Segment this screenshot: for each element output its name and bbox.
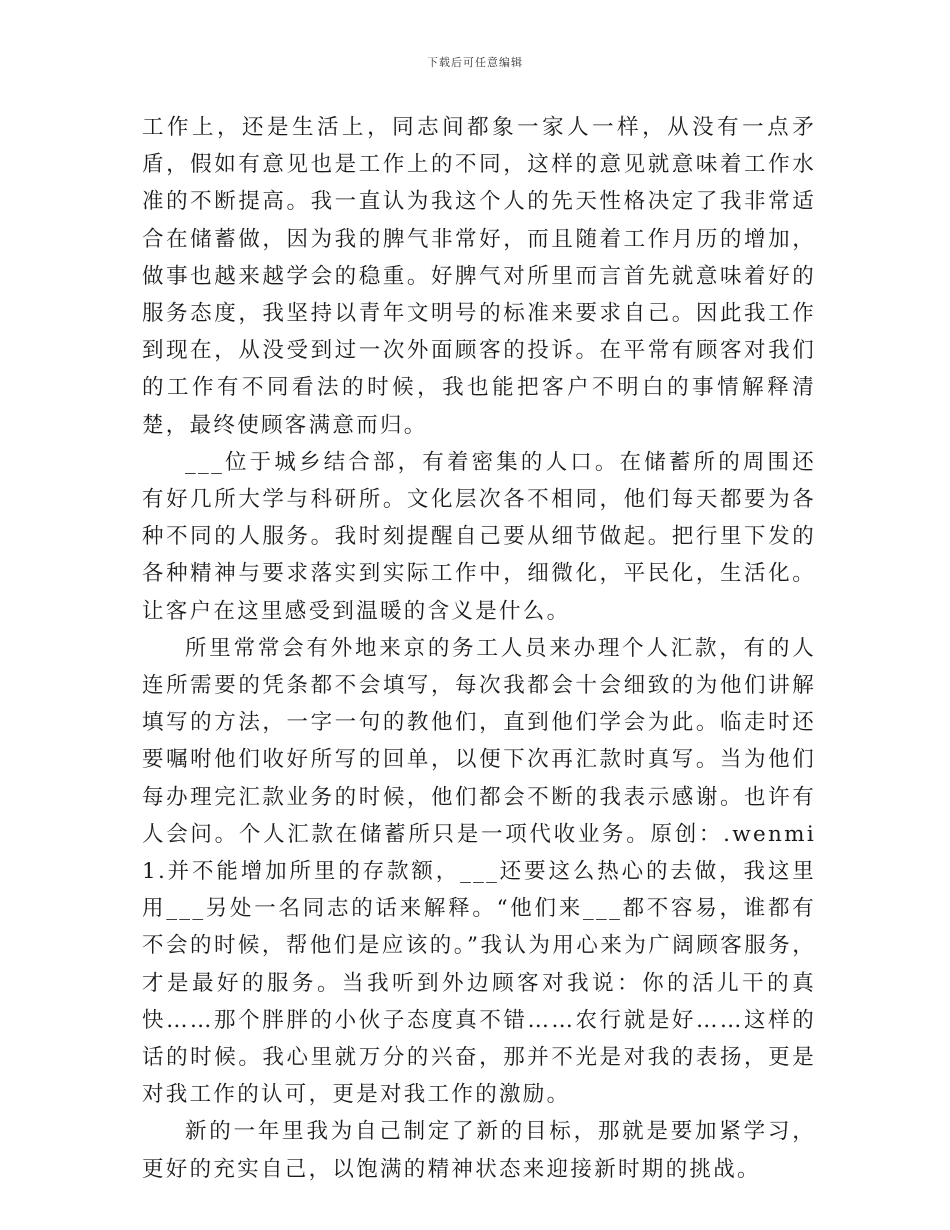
paragraph: 新的一年里我为自己制定了新的目标，那就是要加紧学习，更好的充实自己，以饱满的精神状态来迎接新时期的挑战。 (142, 1119, 816, 1182)
page-header: 下载后可任意编辑 (427, 56, 523, 69)
paragraph: 所里常常会有外地来京的务工人员来办理个人汇款，有的人连所需要的凭条都不会填写，每次我都会十会细致的为他们讲解填写的方法，一字一句的教他们，直到他们学会为此。临走时还要嘱咐他们收好所写的回单，以便下次再汇款时真写。当为他们每办理完汇款业务的时候，他们都会不断的我表示感谢。也许有人会问。个人汇款在储蓄所只是一项代收业务。原创：.wenmi1.并不能增加所里的存款额，___还要这么热心的去做，我这里用___另处一名同志的话来解释。“他们来___都不容易，谁都有不会的时候，帮他们是应该的。”我认为用心来为广阔顾客服务，才是最好的服务。当我听到外边顾客对我说：你的活儿干的真快……那个胖胖的小伙子态度真不错……农行就是好……这样的话的时候。我心里就万分的兴奋，那并不光是对我的表扬，更是对我工作的认可，更是对我工作的激励。 (142, 635, 816, 1108)
paragraph: 工作上，还是生活上，同志间都象一家人一样，从没有一点矛盾，假如有意见也是工作上的不同，这样的意见就意味着工作水准的不断提高。我一直认为我这个人的先天性格决定了我非常适合在储蓄做，因为我的脾气非常好，而且随着工作月历的增加，做事也越来越学会的稳重。好脾气对所里而言首先就意味着好的服务态度，我坚持以青年文明号的标准来要求自己。因此我工作到现在，从没受到过一次外面顾客的投诉。在平常有顾客对我们的工作有不同看法的时候，我也能把客户不明白的事情解释清楚，最终使顾客满意而归。 (142, 115, 816, 438)
paragraph: ___位于城乡结合部，有着密集的人口。在储蓄所的周围还有好几所大学与科研所。文化层次各不相同，他们每天都要为各种不同的人服务。我时刻提醒自己要从细节做起。把行里下发的各种精神与要求落实到实际工作中，细微化，平民化，生活化。让客户在这里感受到温暖的含义是什么。 (142, 449, 816, 624)
document-body (142, 109, 816, 1188)
